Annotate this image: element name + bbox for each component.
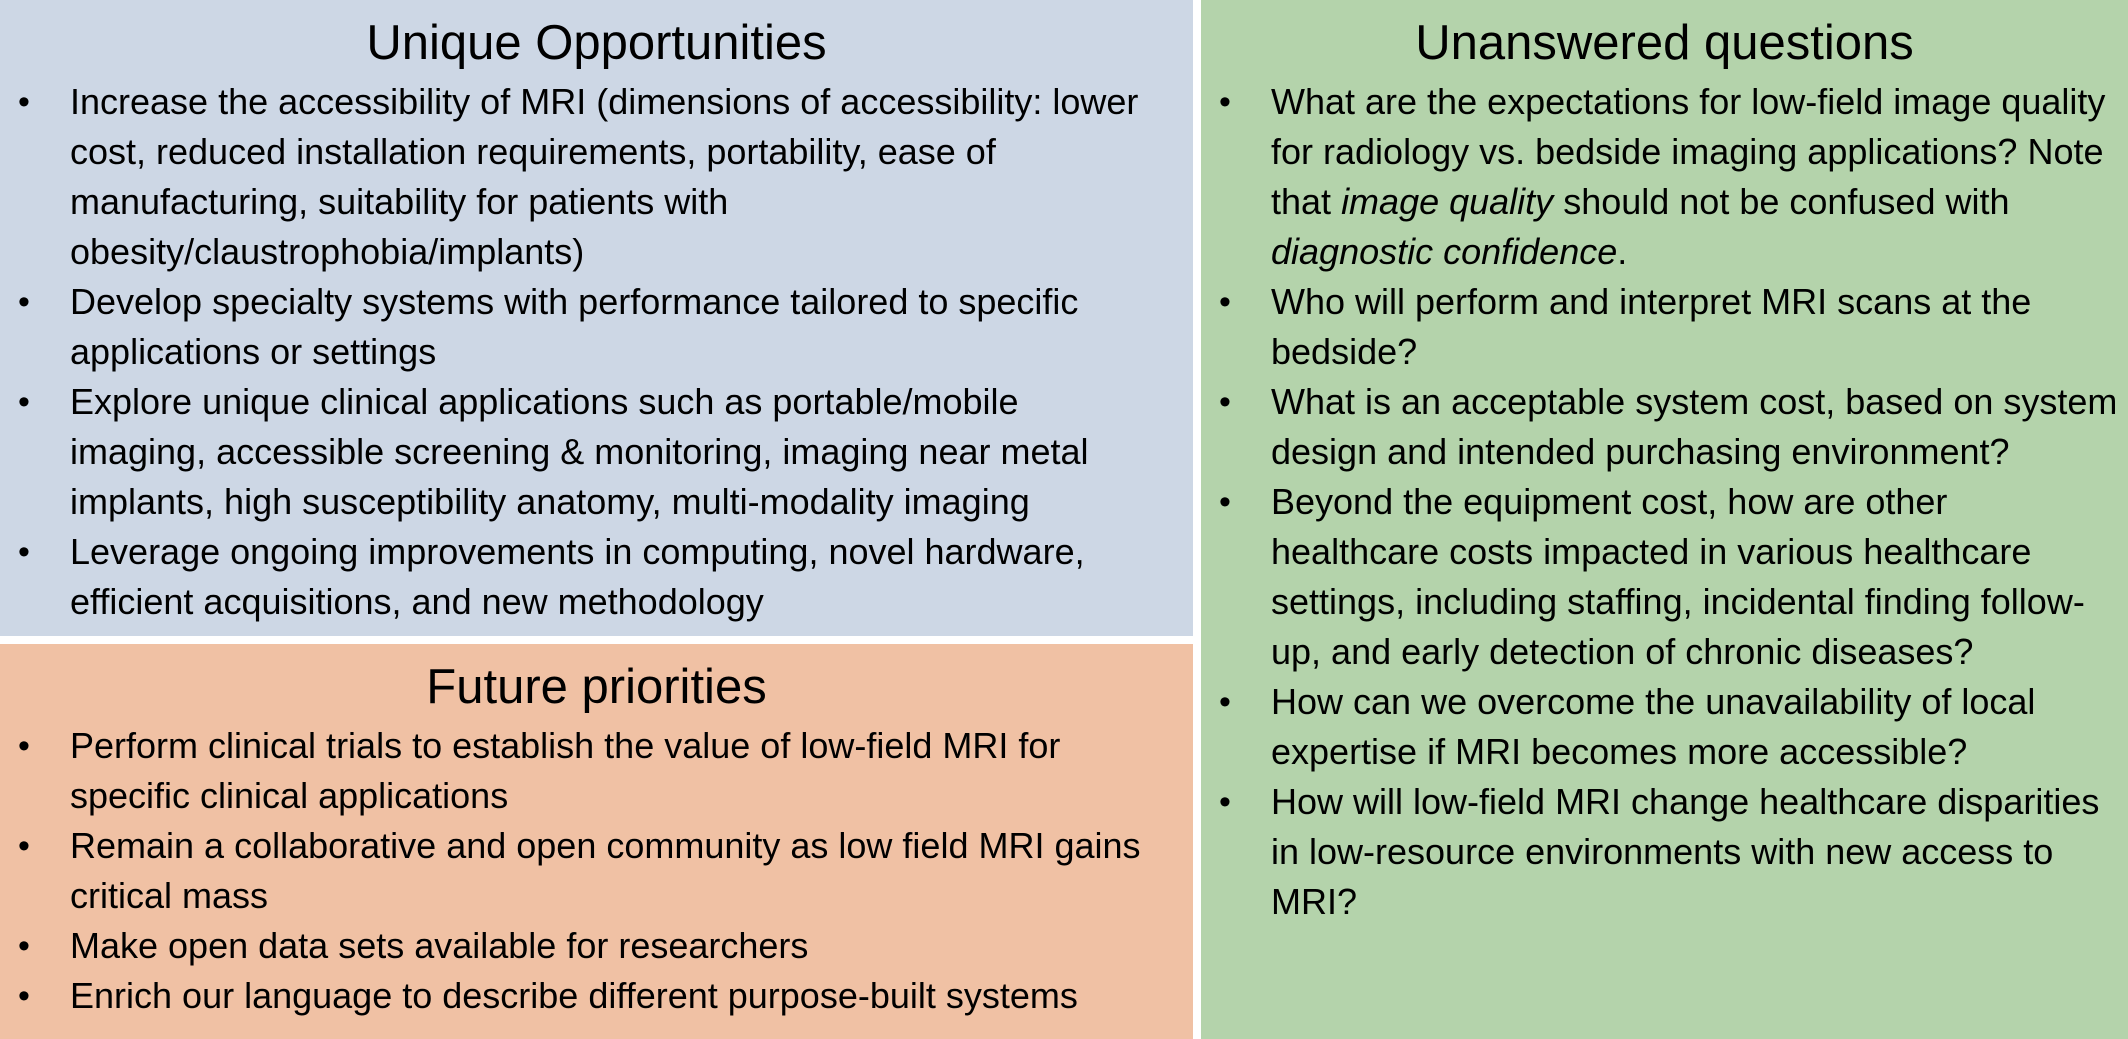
question-emphasis: diagnostic confidence bbox=[1271, 231, 1618, 272]
list-item: • Who will perform and interpret MRI scans at the bedside? bbox=[1201, 277, 2128, 377]
list-item: • Beyond the equipment cost, how are other healthcare costs impacted in various healthcare settings, including staffing, incidental finding follow-up, and early detection of chronic diseases? bbox=[1201, 477, 2128, 677]
future-priorities-panel bbox=[0, 644, 1193, 1039]
unanswered-questions-panel bbox=[1201, 0, 2128, 1039]
list-item: • How will low-field MRI change healthcare disparities in low-resource environments with new access to MRI? bbox=[1201, 777, 2128, 927]
list-item: • Make open data sets available for researchers bbox=[0, 921, 1193, 971]
future-priorities-title: Future priorities bbox=[426, 660, 767, 714]
unique-opportunities-panel bbox=[0, 0, 1193, 636]
list-item: • Perform clinical trials to establish the value of low-field MRI for specific clinical applications bbox=[0, 721, 1193, 821]
unanswered-questions-title: Unanswered questions bbox=[1415, 16, 1914, 70]
list-item: • How can we overcome the unavailability of local expertise if MRI becomes more accessible? bbox=[1201, 677, 2128, 777]
list-item: • Enrich our language to describe different purpose-built systems bbox=[0, 971, 1193, 1021]
list-item: • Remain a collaborative and open community as low field MRI gains critical mass bbox=[0, 821, 1193, 921]
list-item: • Develop specialty systems with performance tailored to specific applications or settings bbox=[0, 277, 1193, 377]
question-emphasis: image quality bbox=[1341, 181, 1554, 222]
unique-opportunities-list bbox=[0, 77, 1193, 627]
list-item bbox=[1201, 77, 2128, 277]
unanswered-questions-list bbox=[1201, 77, 2128, 927]
list-item: • Explore unique clinical applications such as portable/mobile imaging, accessible screening & monitoring, imaging near metal implants, high susceptibility anatomy, multi-modality imaging bbox=[0, 377, 1193, 527]
list-item: • What is an acceptable system cost, based on system design and intended purchasing environment? bbox=[1201, 377, 2128, 477]
list-item: • Leverage ongoing improvements in computing, novel hardware, efficient acquisitions, and new methodology bbox=[0, 527, 1193, 627]
question-text: should not be confused with bbox=[1553, 181, 2010, 222]
future-priorities-list bbox=[0, 721, 1193, 1021]
question-text: What are the expectations for low-field image quality for radiology vs. bedside imaging applications? Note that bbox=[1271, 81, 2106, 222]
question-text: . bbox=[1617, 231, 1628, 272]
list-item: • Increase the accessibility of MRI (dimensions of accessibility: lower cost, reduced installation requirements, portability, ease of manufacturing, suitability for patients with obesity/claustrophobia/implants) bbox=[0, 77, 1193, 277]
unique-opportunities-title: Unique Opportunities bbox=[366, 16, 827, 70]
